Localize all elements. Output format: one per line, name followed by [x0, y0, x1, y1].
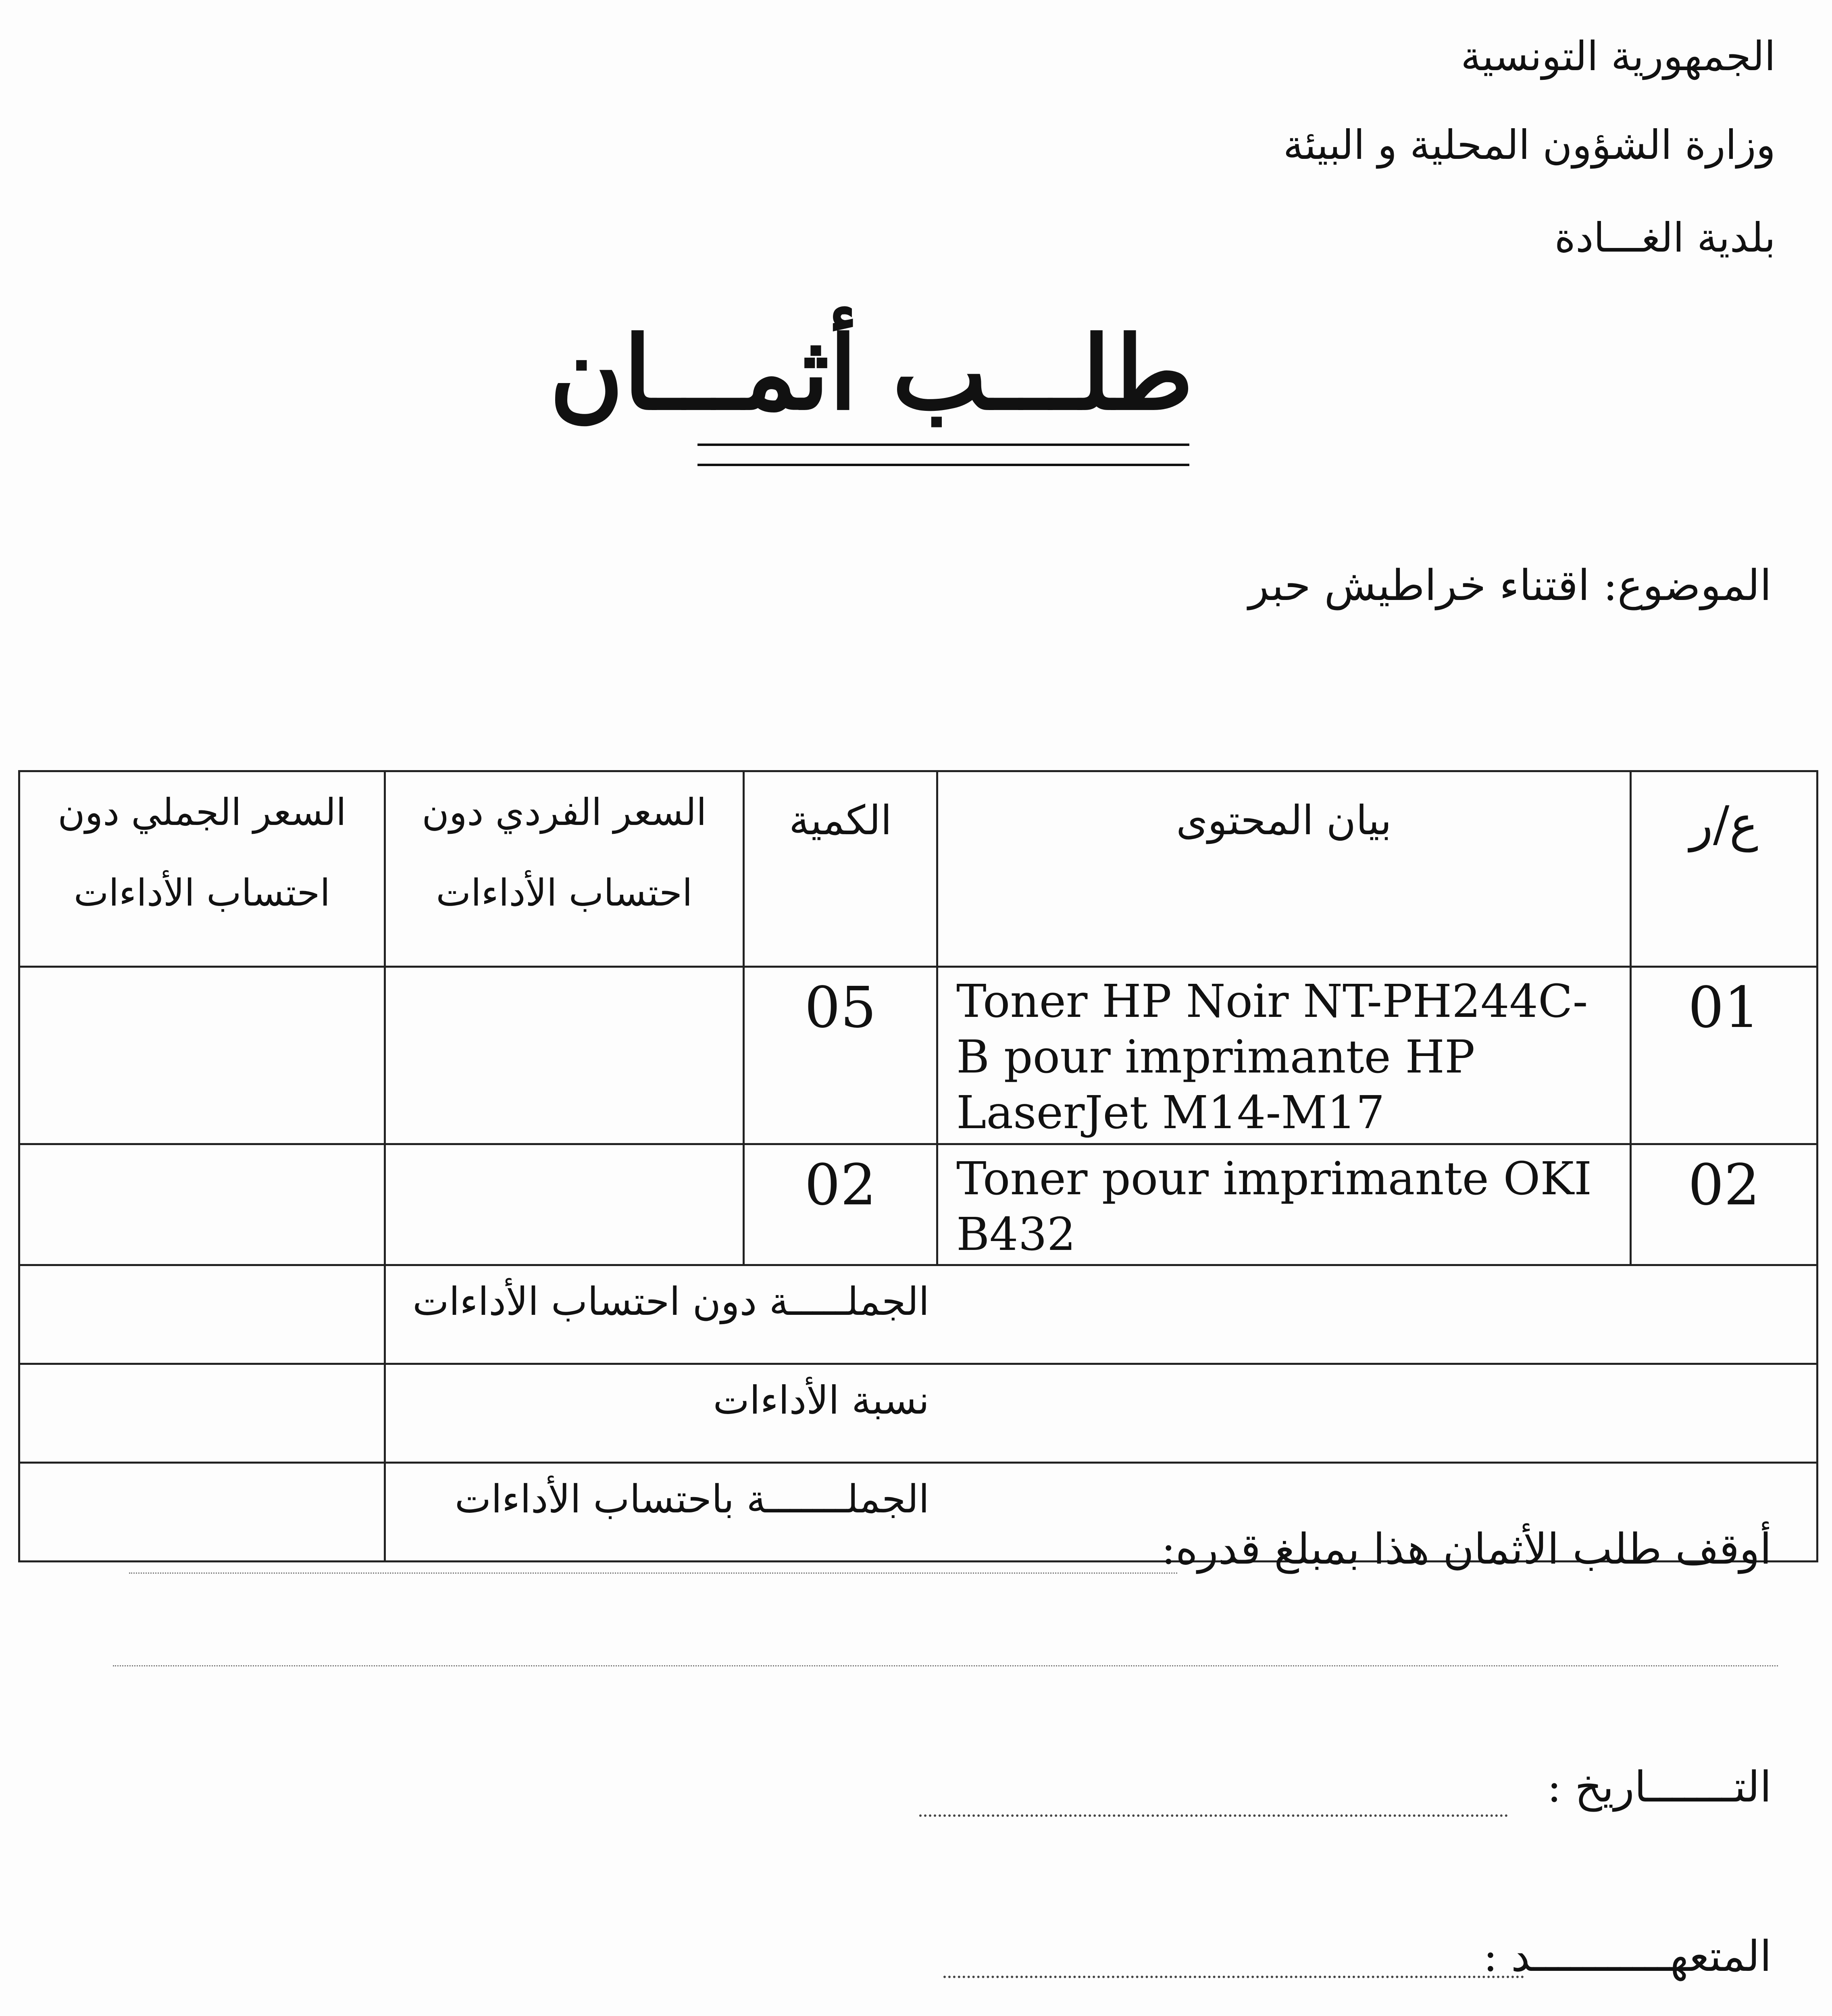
table-row	[19, 967, 1817, 1144]
summary-tax-rate-value	[19, 1364, 385, 1463]
cell-description: Toner pour imprimante OKI B432	[937, 1144, 1631, 1265]
summary-tax-rate-label: نسبة الأداءات	[385, 1364, 1817, 1463]
cell-total-price	[19, 967, 385, 1144]
cell-row-number: 01	[1631, 967, 1817, 1144]
header-unit-price	[385, 771, 744, 967]
header-municipality: بلدية الغـــادة	[1554, 214, 1776, 261]
header-unit-price-line2: احتساب الأداءات	[436, 871, 693, 914]
title-underline-top	[697, 444, 1189, 446]
title-underline-bottom	[697, 464, 1189, 466]
summary-subtotal-label: الجملـــــة دون احتساب الأداءات	[385, 1265, 1817, 1364]
summary-row-subtotal	[19, 1265, 1817, 1364]
header-ministry: وزارة الشؤون المحلية و البيئة	[1283, 121, 1776, 169]
subject-line: الموضوع: اقتناء خراطيش حبر	[1248, 561, 1772, 610]
header-total-price-line2: احتساب الأداءات	[73, 871, 331, 914]
cell-total-price	[19, 1144, 385, 1265]
cell-description: Toner HP Noir NT-PH244C-B pour imprimante HP LaserJet M14-M17	[937, 967, 1631, 1144]
cell-row-number: 02	[1631, 1144, 1817, 1265]
date-label: التـــــــاريخ :	[1547, 1762, 1772, 1812]
header-total-price-line1: السعر الجملي دون	[58, 791, 346, 834]
header-unit-price-line1: السعر الفردي دون	[422, 791, 707, 834]
cell-unit-price	[385, 1144, 744, 1265]
amount-label: أوقف طلب الأثمان هذا بمبلغ قدره:	[1161, 1524, 1772, 1574]
date-dotted-line	[919, 1814, 1508, 1817]
summary-subtotal-value	[19, 1265, 385, 1364]
cell-quantity: 05	[744, 967, 937, 1144]
cell-quantity: 02	[744, 1144, 937, 1265]
summary-total-label: الجملـــــــة باحتساب الأداءات	[385, 1463, 1817, 1562]
table-header-row	[19, 771, 1817, 967]
table-row	[19, 1144, 1817, 1265]
header-row-number: ع/ر	[1631, 771, 1817, 967]
amount-dotted-line	[129, 1572, 1177, 1574]
header-total-price	[19, 771, 385, 967]
summary-total-value	[19, 1463, 385, 1562]
amount-dotted-line-2	[113, 1665, 1778, 1666]
summary-row-tax-rate	[19, 1364, 1817, 1463]
header-description: بيان المحتوى	[937, 771, 1631, 967]
header-republic: الجمهورية التونسية	[1461, 33, 1776, 80]
header-quantity: الكمية	[744, 771, 937, 967]
cell-unit-price	[385, 967, 744, 1144]
supplier-label: المتعهـــــــــــد :	[1483, 1932, 1772, 1981]
document-title: طلـــب أثمـــان	[549, 314, 1193, 432]
supplier-dotted-line	[943, 1976, 1524, 1978]
quote-table	[18, 770, 1818, 1562]
